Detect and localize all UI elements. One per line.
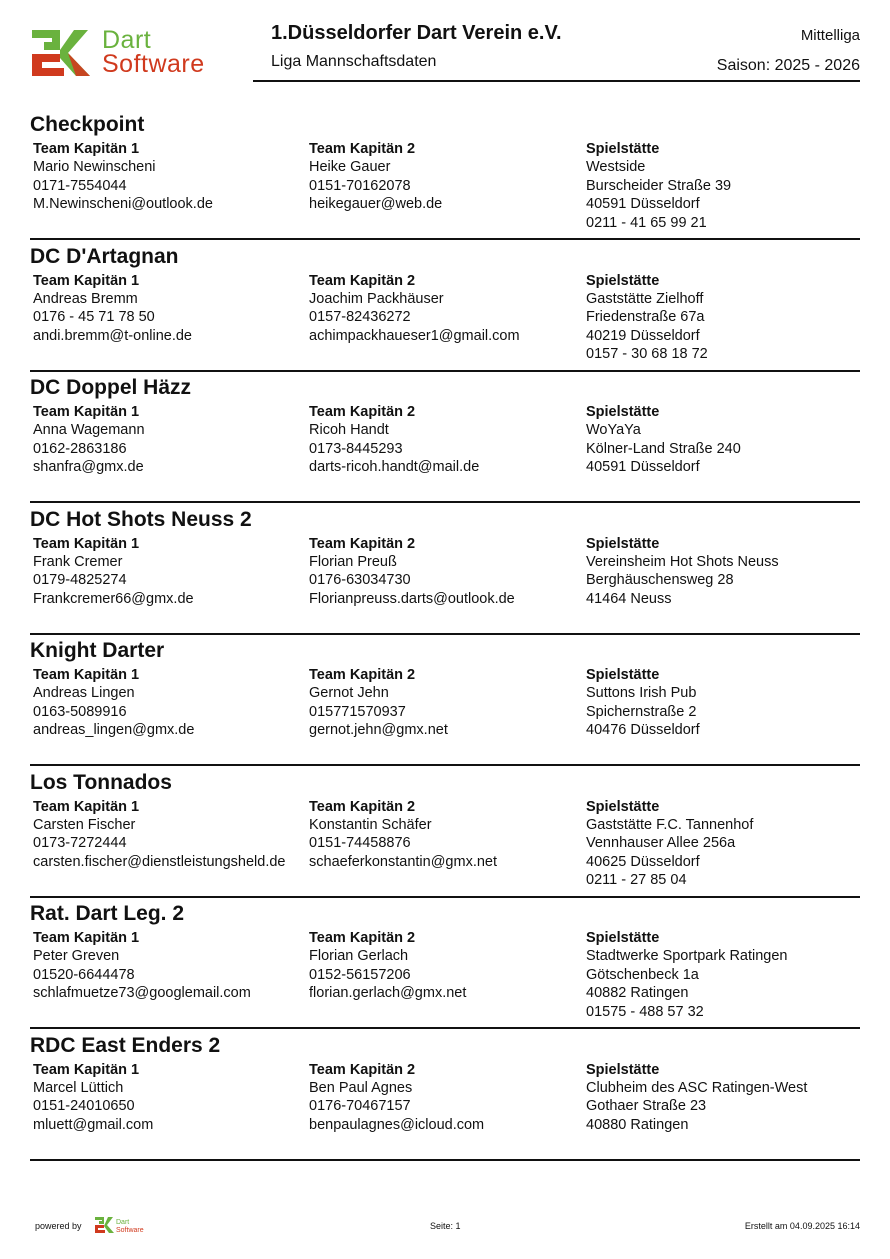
venue-line: Gothaer Straße 23 — [586, 1098, 707, 1115]
captain-1-line: 0171-7554044 — [33, 177, 127, 194]
captain-2-line: 0151-74458876 — [309, 835, 411, 852]
venue-line: 40882 Ratingen — [586, 985, 689, 1002]
venue-line: 40591 Düsseldorf — [586, 196, 700, 213]
venue-label: Spielstätte — [586, 404, 660, 420]
venue-line: Vereinsheim Hot Shots Neuss — [586, 553, 779, 570]
captain-1-label: Team Kapitän 1 — [33, 141, 140, 157]
venue-line: Kölner-Land Straße 240 — [586, 440, 741, 457]
venue-label: Spielstätte — [586, 535, 660, 552]
captain-1-column — [33, 666, 194, 740]
captain-1-label: Team Kapitän 1 — [33, 535, 140, 552]
captain-2-line: Heike Gauer — [309, 159, 391, 176]
captain-1-label: Team Kapitän 1 — [33, 1061, 140, 1078]
venue-column — [586, 272, 708, 364]
team-name: RDC East Enders 2 — [30, 1033, 221, 1057]
captain-2-column — [309, 535, 515, 609]
team-section — [30, 240, 860, 372]
captain-1-column — [33, 1061, 153, 1135]
captain-2-column — [309, 140, 442, 214]
captain-1-column — [33, 403, 145, 477]
team-section — [30, 634, 860, 766]
captain-2-column — [309, 272, 520, 346]
captain-1-line: andreas_lingen@gmx.de — [33, 722, 195, 739]
captain-1-label: Team Kapitän 1 — [33, 930, 140, 946]
venue-line: 0157 - 30 68 18 72 — [586, 346, 708, 363]
captain-1-column — [33, 140, 213, 214]
venue-line: Clubheim des ASC Ratingen-West — [586, 1079, 808, 1096]
footer-logo-icon — [94, 1216, 164, 1234]
captain-1-line: Andreas Lingen — [33, 685, 135, 702]
venue-line: 40591 Düsseldorf — [586, 459, 700, 476]
captain-2-line: Joachim Packhäuser — [309, 290, 444, 307]
season: Saison: 2025 - 2026 — [716, 57, 860, 74]
venue-column — [586, 798, 753, 890]
venue-line: 41464 Neuss — [586, 590, 672, 607]
captain-1-label: Team Kapitän 1 — [33, 404, 140, 420]
captain-1-line: carsten.fischer@dienstleistungsheld.de — [33, 853, 286, 870]
team-section — [30, 897, 860, 1029]
venue-line: Gaststätte F.C. Tannenhof — [586, 816, 754, 833]
venue-line: 40476 Düsseldorf — [586, 722, 700, 739]
team-name: Los Tonnados — [30, 770, 172, 794]
team-section — [30, 503, 860, 635]
captain-2-line: 015771570937 — [309, 703, 406, 720]
venue-column — [586, 1061, 807, 1135]
dart-software-logo — [30, 28, 252, 80]
logo-mark-icon — [30, 28, 98, 78]
captain-2-line: Ricoh Handt — [309, 422, 389, 439]
venue-column — [586, 403, 741, 477]
captain-1-line: Peter Greven — [33, 948, 120, 965]
venue-line: Burscheider Straße 39 — [586, 177, 732, 194]
venue-column — [586, 666, 700, 740]
team-name: Rat. Dart Leg. 2 — [30, 902, 185, 925]
venue-line: Suttons Irish Pub — [586, 685, 697, 702]
team-name: DC Doppel Häzz — [30, 376, 192, 399]
captain-1-line: Andreas Bremm — [33, 290, 138, 307]
captain-1-line: 01520-6644478 — [33, 966, 135, 983]
venue-line: 01575 - 488 57 32 — [586, 1003, 704, 1020]
captain-2-label: Team Kapitän 2 — [309, 535, 416, 552]
venue-label: Spielstätte — [586, 798, 660, 815]
captain-2-column — [309, 1061, 484, 1135]
venue-line: Gaststätte Zielhoff — [586, 290, 704, 307]
captain-2-label: Team Kapitän 2 — [309, 667, 416, 683]
venue-line: Götschenbeck 1a — [586, 966, 699, 983]
venue-line: Friedenstraße 67a — [586, 309, 705, 326]
captain-2-label: Team Kapitän 2 — [309, 930, 416, 946]
captain-1-line: 0151-24010650 — [33, 1098, 135, 1115]
captain-1-line: 0163-5089916 — [33, 703, 127, 720]
venue-line: 0211 - 27 85 04 — [586, 872, 687, 889]
captain-2-label: Team Kapitän 2 — [309, 798, 416, 815]
team-name: DC Hot Shots Neuss 2 — [30, 507, 252, 531]
captain-1-line: andi.bremm@t-online.de — [33, 327, 192, 344]
venue-column — [586, 535, 779, 609]
captain-1-label: Team Kapitän 1 — [33, 667, 140, 683]
captain-2-line: gernot.jehn@gmx.net — [309, 722, 448, 739]
header-divider — [253, 80, 860, 82]
captain-2-line: heikegauer@web.de — [309, 196, 443, 213]
captain-1-line: Marcel Lüttich — [33, 1079, 124, 1096]
captain-1-column — [33, 798, 286, 872]
venue-line: WoYaYa — [586, 422, 641, 439]
captain-2-line: Florianpreuss.darts@outlook.de — [309, 590, 515, 607]
venue-column — [586, 140, 731, 232]
venue-label: Spielstätte — [586, 930, 660, 946]
captain-1-line: M.Newinscheni@outlook.de — [33, 196, 213, 213]
captain-2-line: florian.gerlach@gmx.net — [309, 985, 467, 1002]
captain-2-column — [309, 929, 466, 1003]
captain-2-line: Konstantin Schäfer — [309, 816, 432, 833]
captain-2-line: Gernot Jehn — [309, 685, 389, 702]
captain-2-line: benpaulagnes@icloud.com — [309, 1116, 485, 1133]
captain-2-column — [309, 666, 448, 740]
captain-2-label: Team Kapitän 2 — [309, 141, 416, 157]
venue-label: Spielstätte — [586, 141, 660, 157]
team-section — [30, 108, 860, 240]
venue-line: Spichernstraße 2 — [586, 703, 697, 720]
captain-2-line: Ben Paul Agnes — [309, 1079, 413, 1096]
captain-1-line: 0176 - 45 71 78 50 — [33, 309, 155, 326]
captain-2-line: 0176-70467157 — [309, 1098, 411, 1115]
captain-2-line: darts-ricoh.handt@mail.de — [309, 459, 480, 476]
logo-text-software: Software — [102, 50, 205, 78]
organization-title: 1.Düsseldorfer Dart Verein e.V. — [271, 22, 562, 44]
document-subtitle: Liga Mannschaftsdaten — [271, 53, 437, 70]
svg-text:Software: Software — [116, 1227, 144, 1234]
svg-text:Dart: Dart — [116, 1219, 130, 1226]
venue-column — [586, 929, 788, 1021]
venue-line: Westside — [586, 159, 646, 176]
captain-1-line: Frank Cremer — [33, 553, 123, 570]
team-name: Checkpoint — [30, 113, 145, 136]
captain-2-line: schaeferkonstantin@gmx.net — [309, 853, 498, 870]
captain-1-column — [33, 929, 251, 1003]
captain-2-label: Team Kapitän 2 — [309, 404, 416, 420]
captain-2-line: Florian Preuß — [309, 553, 397, 570]
captain-1-line: shanfra@gmx.de — [33, 459, 144, 476]
team-section — [30, 766, 860, 898]
venue-line: 40625 Düsseldorf — [586, 853, 700, 870]
captain-1-line: 0162-2863186 — [33, 440, 127, 457]
venue-line: 0211 - 41 65 99 21 — [586, 214, 707, 231]
captain-1-label: Team Kapitän 1 — [33, 798, 140, 815]
captain-1-line: schlafmuetze73@googlemail.com — [33, 985, 251, 1002]
captain-2-line: achimpackhaueser1@gmail.com — [309, 327, 520, 344]
venue-line: 40880 Ratingen — [586, 1116, 689, 1133]
captain-1-line: Mario Newinscheni — [33, 159, 156, 176]
venue-label: Spielstätte — [586, 667, 660, 683]
venue-line: 40219 Düsseldorf — [586, 327, 700, 344]
team-section — [30, 371, 860, 503]
captain-2-line: 0173-8445293 — [309, 440, 403, 457]
captain-2-line: Florian Gerlach — [309, 948, 409, 965]
team-section — [30, 1029, 860, 1161]
captain-1-line: 0179-4825274 — [33, 572, 127, 589]
venue-line: Berghäuschensweg 28 — [586, 572, 734, 589]
captain-1-line: 0173-7272444 — [33, 835, 127, 852]
captain-1-column — [33, 272, 192, 346]
captain-2-label: Team Kapitän 2 — [309, 1061, 416, 1078]
created-timestamp: Erstellt am 04.09.2025 16:14 — [744, 1221, 860, 1231]
logo-text-dart: Dart — [102, 26, 152, 54]
venue-label: Spielstätte — [586, 272, 660, 289]
captain-1-line: Anna Wagemann — [33, 422, 145, 439]
venue-label: Spielstätte — [586, 1061, 660, 1078]
captain-1-line: Frankcremer66@gmx.de — [33, 590, 194, 607]
captain-1-column — [33, 535, 194, 609]
league-name: Mittelliga — [800, 27, 860, 44]
team-name: DC D'Artagnan — [30, 244, 179, 268]
venue-line: Stadtwerke Sportpark Ratingen — [586, 948, 788, 965]
captain-2-line: 0151-70162078 — [309, 177, 411, 194]
captain-2-column — [309, 403, 479, 477]
captain-1-line: Carsten Fischer — [33, 816, 136, 833]
venue-line: Vennhauser Allee 256a — [586, 835, 736, 852]
captain-1-line: mluett@gmail.com — [33, 1116, 154, 1133]
captain-2-line: 0176-63034730 — [309, 572, 411, 589]
captain-2-line: 0152-56157206 — [309, 966, 411, 983]
captain-2-line: 0157-82436272 — [309, 309, 411, 326]
powered-by-label: powered by — [35, 1221, 82, 1231]
captain-2-label: Team Kapitän 2 — [309, 272, 416, 289]
captain-1-label: Team Kapitän 1 — [33, 272, 140, 289]
team-name: Knight Darter — [30, 639, 165, 662]
captain-2-column — [309, 798, 497, 872]
section-divider — [30, 1159, 860, 1161]
page-number: Seite: 1 — [430, 1221, 461, 1231]
